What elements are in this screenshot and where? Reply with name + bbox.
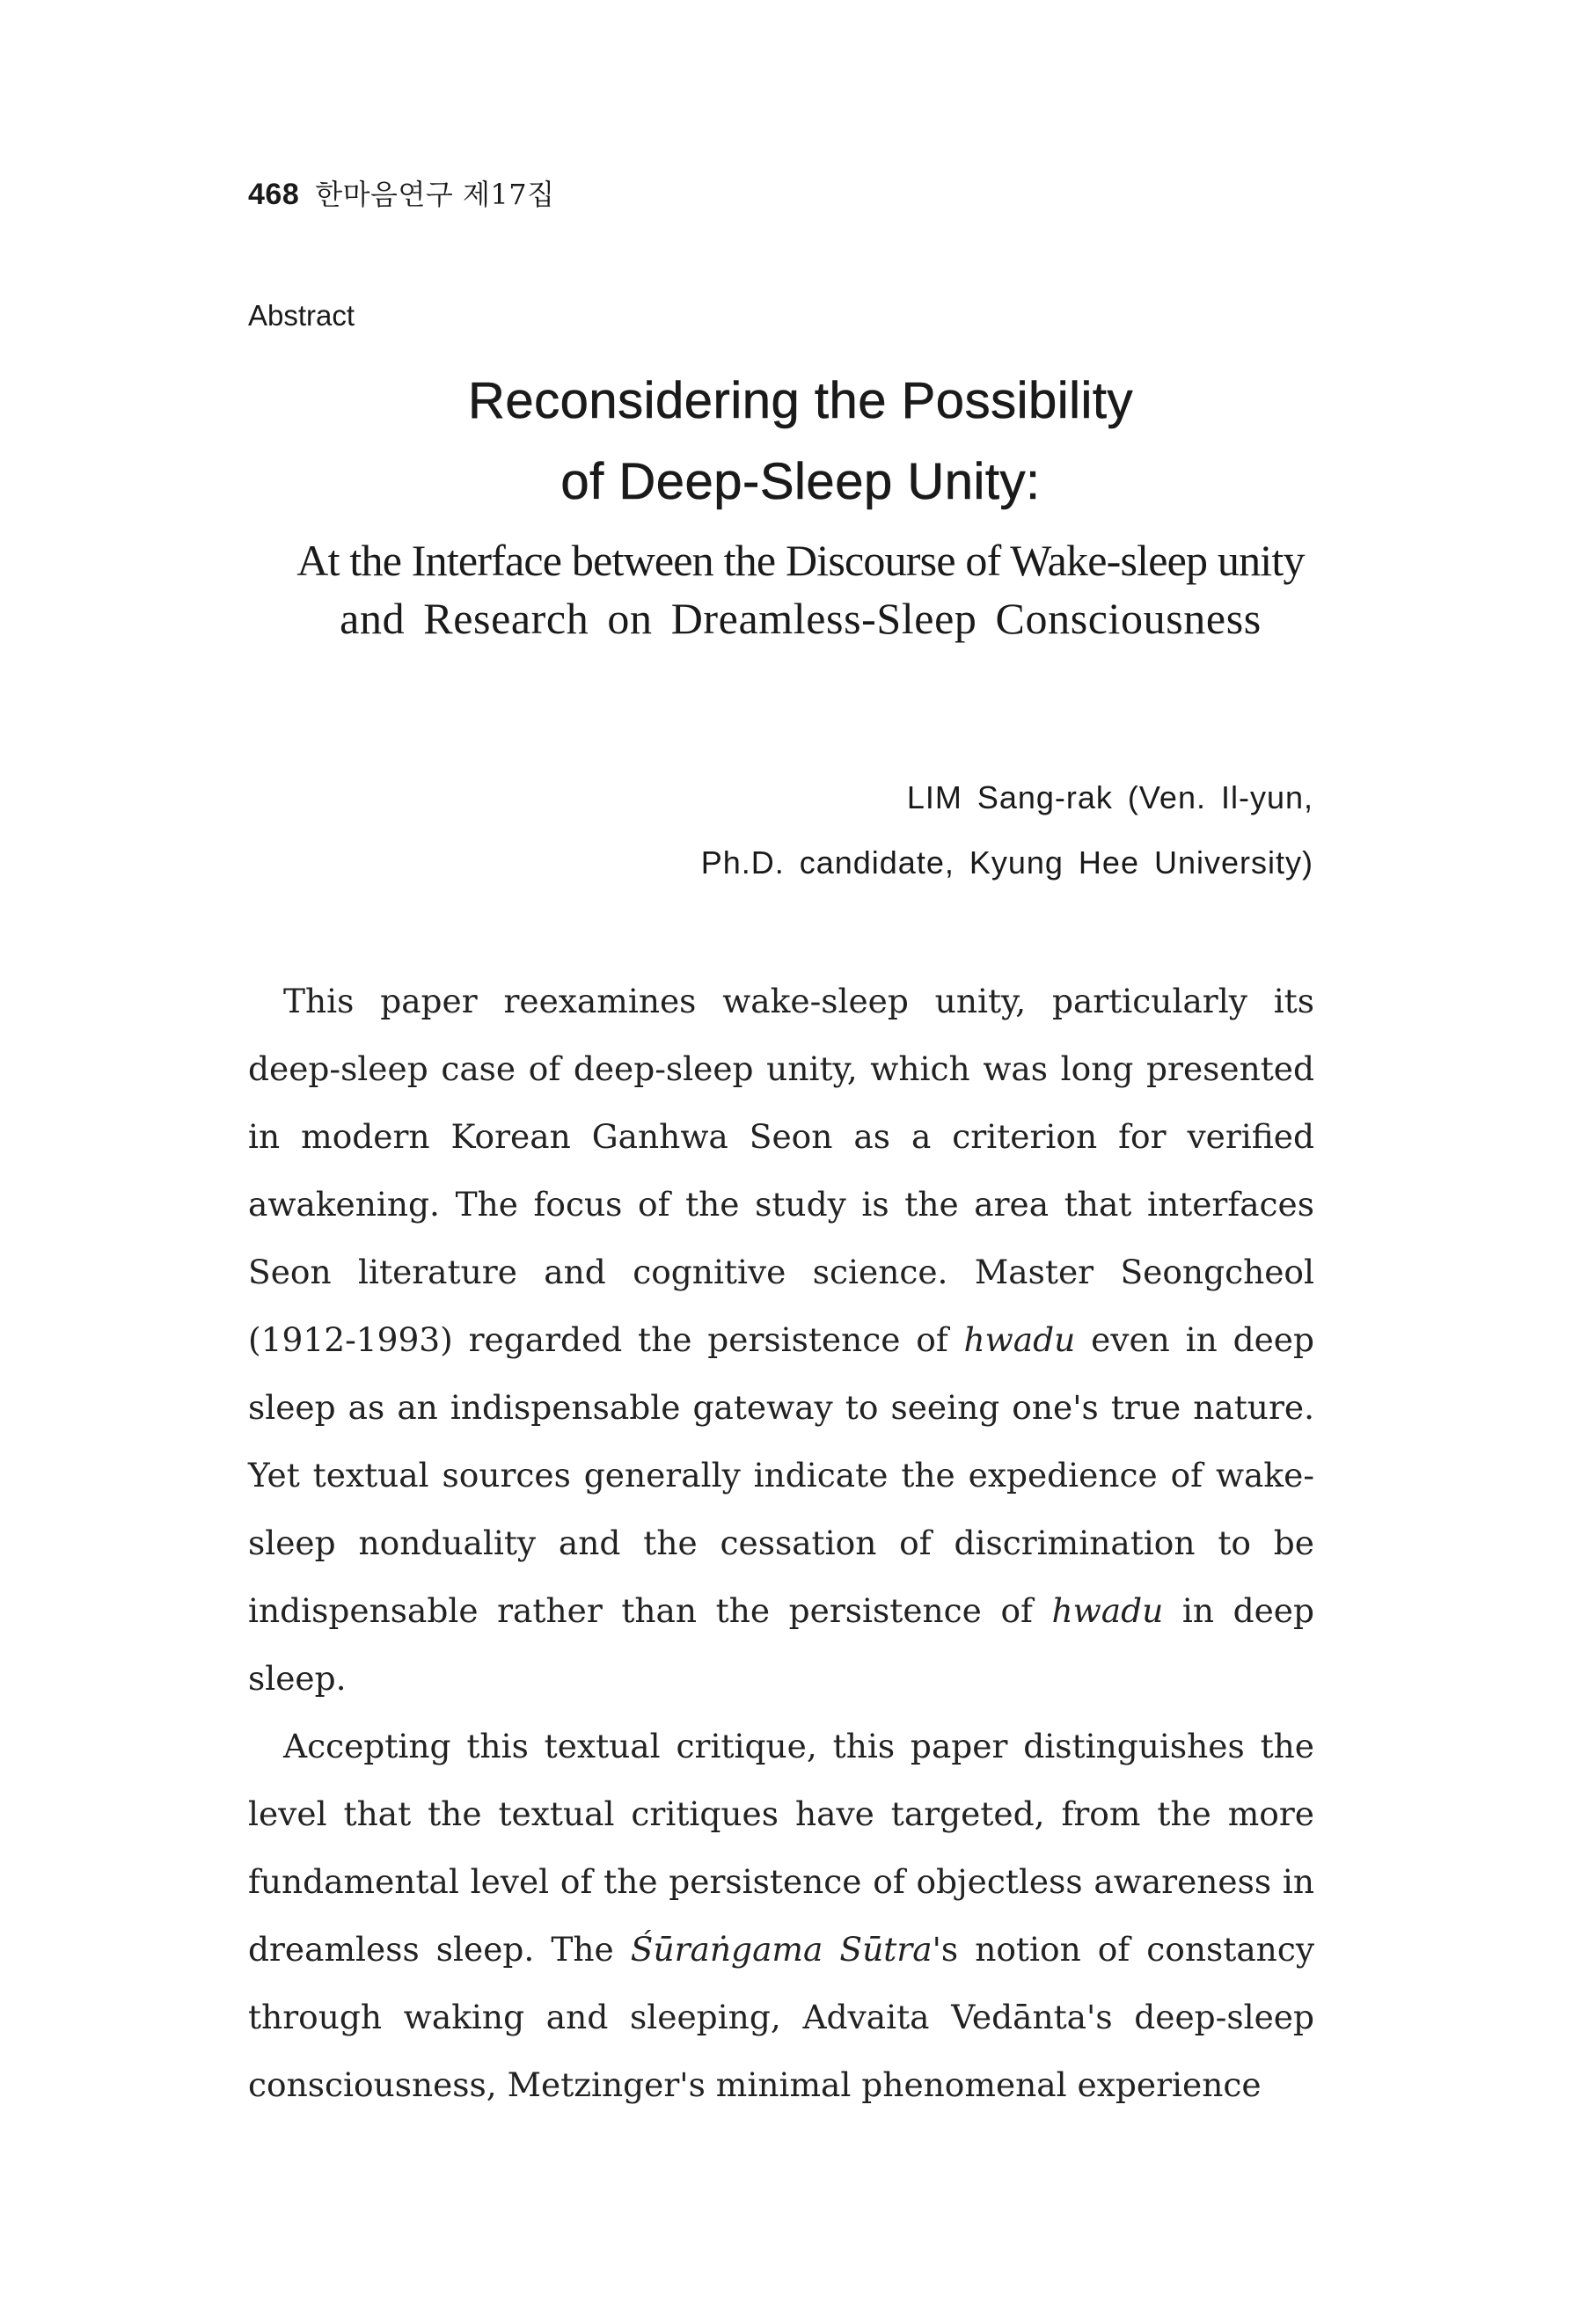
paragraph-1-text-b: even in deep sleep as an indispensable gateway to seeing one's true nature. Yet textual sources generally indicate the expedience of wake-sleep nonduality and the cessation of discrimination to be indispensable rather than the persistence of [248, 1320, 1314, 1630]
journal-name: 한마음연구 제17집 [315, 178, 555, 211]
running-head [248, 172, 555, 213]
author-affiliation: Ph.D. candidate, Kyung Hee University) [700, 844, 1313, 881]
subtitle-line-1: At the Interface between the Discourse of Wake-sleep unity [296, 536, 1305, 585]
page-number: 468 [248, 178, 300, 211]
paragraph-1-text-c: in deep sleep. [248, 1591, 1314, 1698]
abstract-label: Abstract [248, 299, 355, 332]
author-line-1: LIM Sang-rak (Ven. Il-yun, [906, 779, 1313, 815]
paragraph-2-text-b: 's notion of constancy through waking and sleeping, Advaita Vedānta's deep-sleep consciousness, Metzinger's minimal phenomenal experience [248, 1930, 1315, 2104]
italic-term-hwadu: hwadu [1051, 1591, 1164, 1630]
paragraph-2-text-a: Accepting this textual critique, this paper distinguishes the level that the textual critiques have targeted, from the more fundamental level of the persistence of objectless awareness in dreamless sleep. The [248, 1727, 1314, 1969]
abstract-body [248, 968, 1314, 2119]
subtitle-line-2: and Research on Dreamless-Sleep Consciousness [340, 594, 1262, 643]
abstract-paragraph-1 [248, 968, 1314, 1713]
italic-term-sutra: Śūraṅgama Sūtra [630, 1930, 933, 1969]
abstract-paragraph-2 [248, 1713, 1314, 2119]
title-line-1: Reconsidering the Possibility [468, 372, 1133, 429]
italic-term-hwadu: hwadu [963, 1320, 1076, 1359]
title-line-2: of Deep-Sleep Unity: [560, 453, 1041, 510]
paragraph-1-text-a: This paper reexamines wake-sleep unity, particularly its deep-sleep case of deep-sleep unity, which was long presented in modern Korean Ganhwa Seon as a criterion for verified awakening. The focus of the study is the area that interfaces Seon literature and cognitive science. Master Seongcheol (1912-1993) regarded the persistence of [248, 982, 1314, 1359]
